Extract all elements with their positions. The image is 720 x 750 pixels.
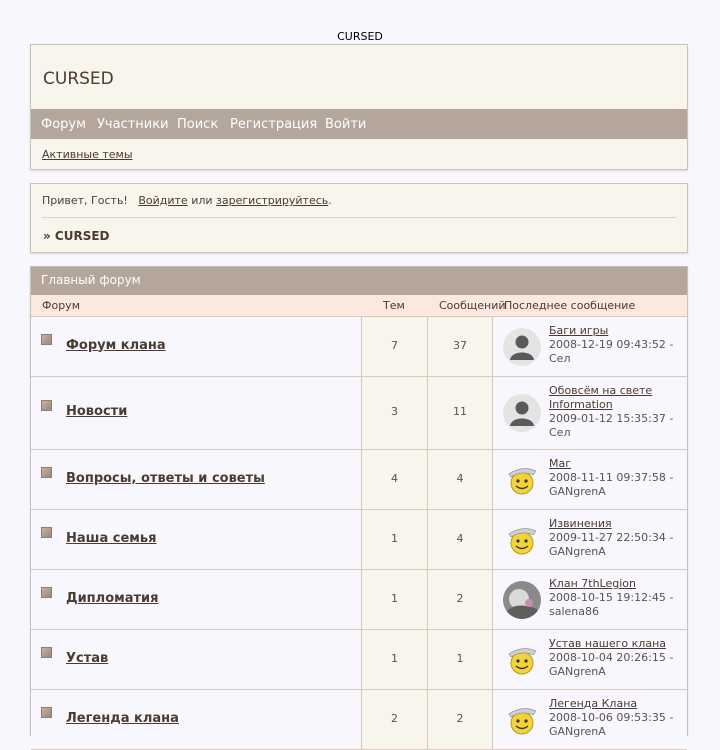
- welcome-message: [42, 194, 332, 207]
- last-post-cell: [493, 450, 689, 509]
- forum-link[interactable]: Наша семья: [66, 530, 157, 546]
- post-count: 4: [456, 531, 464, 545]
- last-post-cell: [493, 630, 689, 689]
- category-header: [31, 267, 687, 295]
- forum-status-icon: [41, 707, 52, 718]
- posts-cell: [428, 450, 493, 509]
- topics-cell: [362, 510, 428, 569]
- active-topics-link[interactable]: Активные темы: [42, 148, 133, 161]
- forum-cell: [31, 630, 362, 689]
- greeting-text: Привет, Гость!: [42, 194, 128, 207]
- last-post-date: 2008-12-19 09:43:52 -: [549, 338, 674, 351]
- topics-cell: [362, 630, 428, 689]
- forum-cell: [31, 317, 362, 376]
- topic-count: 1: [391, 591, 398, 605]
- column-header-row: [31, 295, 687, 317]
- welcome-register-link[interactable]: зарегистрируйтесь: [216, 194, 329, 207]
- forum-list-panel: [30, 266, 688, 736]
- post-count: 1: [456, 651, 464, 665]
- last-post-link[interactable]: Устав нашего клана: [549, 637, 666, 650]
- divider: [42, 217, 676, 218]
- topics-cell: [362, 450, 428, 509]
- forum-link[interactable]: Дипломатия: [66, 590, 159, 606]
- forum-link[interactable]: Легенда клана: [66, 710, 179, 726]
- forum-cell: [31, 377, 362, 449]
- topic-count: 1: [391, 531, 398, 545]
- last-post-date: 2009-01-12 15:35:37 -: [549, 412, 674, 425]
- forum-row: [31, 630, 687, 690]
- last-post-date: 2008-10-15 19:12:45 -: [549, 591, 674, 604]
- topic-count: 1: [391, 651, 398, 665]
- forum-row: [31, 690, 687, 750]
- breadcrumb[interactable]: » CURSED: [43, 229, 110, 243]
- last-post-author: Сел: [549, 426, 571, 439]
- post-count: 2: [456, 711, 464, 725]
- last-post-cell: [493, 570, 689, 629]
- main-navbar: [31, 109, 687, 139]
- posts-cell: [428, 570, 493, 629]
- column-last-post: Последнее сообщение: [504, 299, 636, 312]
- last-post-cell: [493, 377, 689, 449]
- topic-count: 2: [391, 711, 398, 725]
- header-panel: [30, 44, 688, 170]
- last-post-link[interactable]: Обовсём на свете Information: [549, 384, 653, 411]
- default-avatar-icon: [503, 328, 541, 366]
- last-post-cell: [493, 510, 689, 569]
- last-post-author: Сел: [549, 352, 571, 365]
- last-post-author: GANgrenA: [549, 485, 606, 498]
- nav-register-link[interactable]: Регистрация: [230, 117, 318, 132]
- nav-login-link[interactable]: Войти: [325, 117, 367, 132]
- forum-link[interactable]: Новости: [66, 404, 128, 419]
- forum-status-icon: [41, 587, 52, 598]
- category-title: Главный форум: [41, 273, 141, 287]
- forum-status-icon: [41, 527, 52, 538]
- last-post-cell: [493, 317, 689, 376]
- last-post-author: GANgrenA: [549, 665, 606, 678]
- last-post-date: 2009-11-27 22:50:34 -: [549, 531, 674, 544]
- forum-row: [31, 377, 687, 450]
- forum-row: [31, 450, 687, 510]
- topics-cell: [362, 377, 428, 449]
- nav-forum-link[interactable]: Форум: [41, 117, 86, 132]
- topics-cell: [362, 317, 428, 376]
- nav-search-link[interactable]: Поиск: [177, 117, 219, 132]
- last-post-link[interactable]: Легенда Клана: [549, 697, 638, 710]
- column-forum: Форум: [42, 299, 80, 312]
- last-post-author: GANgrenA: [549, 545, 606, 558]
- nav-members-link[interactable]: Участники: [97, 117, 169, 132]
- forum-link[interactable]: Форум клана: [66, 337, 166, 353]
- post-count: 37: [453, 338, 467, 352]
- last-post-date: 2008-10-06 09:53:35 -: [549, 711, 674, 724]
- forum-cell: [31, 510, 362, 569]
- topic-count: 3: [391, 405, 398, 418]
- smiley-avatar-icon: [503, 461, 541, 499]
- last-post-link[interactable]: Извинения: [549, 517, 612, 530]
- post-count: 2: [456, 591, 464, 605]
- period-text: .: [328, 194, 332, 207]
- column-posts: Сообщений: [439, 299, 506, 312]
- post-count: 11: [453, 405, 467, 418]
- last-post-author: salena86: [549, 605, 600, 618]
- topic-count: 4: [391, 471, 398, 485]
- board-title: CURSED: [43, 69, 114, 89]
- last-post-date: 2008-11-11 09:37:58 -: [549, 471, 674, 484]
- last-post-author: GANgrenA: [549, 725, 606, 738]
- forum-cell: [31, 570, 362, 629]
- forum-status-icon: [41, 647, 52, 658]
- posts-cell: [428, 317, 493, 376]
- topics-cell: [362, 570, 428, 629]
- last-post-link[interactable]: Клан 7thLegion: [549, 577, 636, 590]
- forum-cell: [31, 450, 362, 509]
- forum-status-icon: [41, 467, 52, 478]
- topic-count: 7: [391, 338, 398, 352]
- last-post-link[interactable]: Баги игры: [549, 324, 609, 337]
- last-post-date: 2008-10-04 20:26:15 -: [549, 651, 674, 664]
- posts-cell: [428, 510, 493, 569]
- forum-status-icon: [41, 400, 52, 411]
- forum-row: [31, 317, 687, 377]
- forum-row: [31, 570, 687, 630]
- or-text: или: [191, 194, 213, 207]
- forum-row: [31, 510, 687, 570]
- forum-link[interactable]: Устав: [66, 650, 109, 666]
- posts-cell: [428, 630, 493, 689]
- welcome-panel: [30, 183, 688, 253]
- column-topics: Тем: [383, 299, 405, 312]
- site-title: CURSED: [337, 30, 383, 43]
- forum-link[interactable]: Вопросы, ответы и советы: [66, 470, 265, 486]
- last-post-link[interactable]: Маг: [549, 457, 572, 470]
- smiley-avatar-icon: [503, 521, 541, 559]
- forum-status-icon: [41, 334, 52, 345]
- welcome-login-link[interactable]: Войдите: [138, 194, 188, 207]
- post-count: 4: [456, 471, 464, 485]
- photo-avatar-icon: [503, 581, 541, 619]
- default-avatar-icon: [503, 394, 541, 432]
- smiley-avatar-icon: [503, 641, 541, 679]
- posts-cell: [428, 377, 493, 449]
